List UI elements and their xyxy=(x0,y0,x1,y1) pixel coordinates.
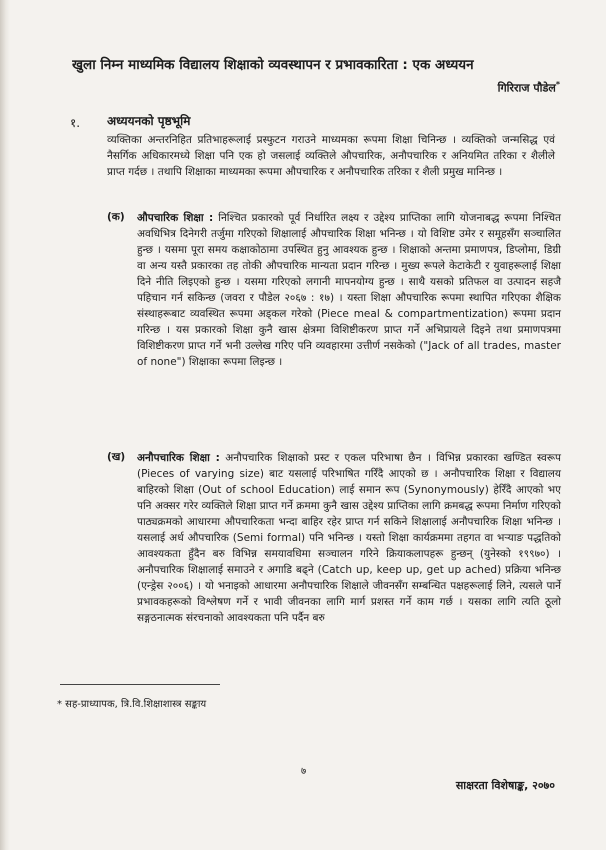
author-footnote-mark: * xyxy=(555,80,560,89)
item-body: अनौपचारिक शिक्षाको प्रस्ट र एकल परिभाषा छैन । विभिन्न प्रकारका खण्डित स्वरूप (Pieces of varying size) बाट यसलाई परिभाषित गरिँदै आएको छ । अनौपचारिक शिक्षा र विद्यालय बाहिरको शिक्षा (Out of school Education) लाई समान रूप (Synonymously) हेरिँदै आएको भए पनि अक्सर गरेर व्यक्तिले शिक्षा प्राप्त गर्ने क्रममा कुनै खास उद्देश्य प्राप्तिका लागि क्रमबद्ध रूपमा निर्माण गरिएको पाठ्यक्रमको आधारमा औपचारिकता भन्दा बाहिर रहेर प्राप्त गर्न सकिने शिक्षालाई अनौपचारिक शिक्षा भनिन्छ । यसलाई अर्ध औपचारिक (Semi formal) पनि भनिन्छ । यस्तो शिक्षा कार्यक्रममा तहगत वा भऱ्याङ पद्धतिको आवश्यकता हुँदैन बरु विभिन्न समयावधिमा सञ्चालन गरिने क्रियाकलापहरू हुन्छन् (युनेस्को १९९७०) । अनौपचारिक शिक्षालाई समाउने र अगाडि बढ्ने (Catch up, keep up, get up ached) प्रक्रिया भनिन्छ (एन्ड्रेस २००६) । यो भनाइको आधारमा अनौपचारिक शिक्षाले जीवनसँग सम्बन्धित पक्षहरूलाई लिने, त्यसले पार्ने प्रभावकहरूको विश्लेषण गर्ने र भावी जीवनका लागि मार्ग प्रशस्त गर्ने काम गर्छ । यसका लागि त्यति ठूलो सङ्गठनात्मक संरचनाको आवश्यकता पनि पर्दैन बरु xyxy=(137,452,561,624)
footnote: * सह-प्राध्यापक, त्रि.वि.शिक्षाशास्त्र सङ्काय xyxy=(57,699,207,710)
section-heading: अध्ययनको पृष्ठभूमि xyxy=(107,114,191,128)
page-number: ७ xyxy=(301,766,307,777)
article-title: खुला निम्न माध्यमिक विद्यालय शिक्षाको व्यवस्थापन र प्रभावकारिता : एक अध्ययन xyxy=(72,57,474,73)
item-heading: औपचारिक शिक्षा : xyxy=(137,212,214,224)
list-item-nonformal-education xyxy=(107,450,567,626)
item-heading: अनौपचारिक शिक्षा : xyxy=(137,452,220,464)
item-paragraph xyxy=(137,210,561,370)
author-line xyxy=(380,80,560,96)
scan-binding-shadow xyxy=(0,0,10,850)
list-item-formal-education xyxy=(107,210,567,370)
intro-paragraph: व्यक्तिका अन्तरनिहित प्रतिभाहरूलाई प्रस्फुटन गराउने माध्यमका रूपमा शिक्षा चिनिन्छ । व्यक्तिको जन्मसिद्ध एवं नैसर्गिक अधिकारमध्ये शिक्षा पनि एक हो जसलाई व्यक्तिले औपचारिक, अनौपचारिक र अनियमित तरिका र शैलीले प्राप्त गर्दछ । तथापि शिक्षाका माध्यमका रूपमा औपचारिक र अनौपचारिक तरिका र शैली प्रमुख मानिन्छ । xyxy=(107,134,555,178)
item-body: निश्चित प्रकारको पूर्व निर्धारित लक्ष्य र उद्देश्य प्राप्तिका लागि योजनाबद्ध रूपमा निश्चित अवधिभित्र दिनेगरी तर्जुमा गरिएको शिक्षालाई औपचारिक शिक्षा भनिन्छ । यो विशिष्ट उमेर र समूहसँग सञ्चालित हुन्छ । यसमा पूरा समय कक्षाकोठामा उपस्थित हुनु आवश्यक हुन्छ । शिक्षाको अन्तमा प्रमाणपत्र, डिप्लोमा, डिग्री वा अन्य यस्तै प्रकारका तह तोकी औपचारिक मान्यता प्रदान गरिन्छ । मुख्य रूपले केटाकेटी र युवाहरूलाई शिक्षा दिने नीति लिइएको हुन्छ । यसमा गरिएको लगानी मापनयोग्य हुन्छ । साथै यसको प्रतिफल वा उत्पादन सहजै पहिचान गर्न सकिन्छ (जवरा र पौडेल २०६७ : १७) । यस्ता शिक्षा औपचारिक रूपमा स्थापित गरिएका शैक्षिक संस्थाहरूबाट व्यवस्थित रूपमा अड्कल गरेको (Piece meal & compartmentization) रूपमा प्रदान गरिन्छ । यस प्रकारको शिक्षा कुनै खास क्षेत्रमा विशिष्टीकरण प्राप्त गर्ने अभिप्रायले दिइने तथा प्रमाणपत्रमा विशिष्टीकरण प्राप्त गर्ने भनी उल्लेख गरिए पनि व्यवहारमा उत्तीर्ण नसकेको ("Jack of all trades, master of none") शिक्षाका रूपमा लिइन्छ । xyxy=(137,212,561,368)
section-number: १. xyxy=(70,116,81,130)
footnote-divider xyxy=(60,684,220,685)
journal-footer: साक्षरता विशेषाङ्क, २०७० xyxy=(455,779,555,792)
item-label: (क) xyxy=(107,211,125,223)
item-paragraph xyxy=(137,450,561,626)
author-name: गिरिराज पौडेल xyxy=(497,81,556,95)
item-label: (ख) xyxy=(107,451,126,463)
